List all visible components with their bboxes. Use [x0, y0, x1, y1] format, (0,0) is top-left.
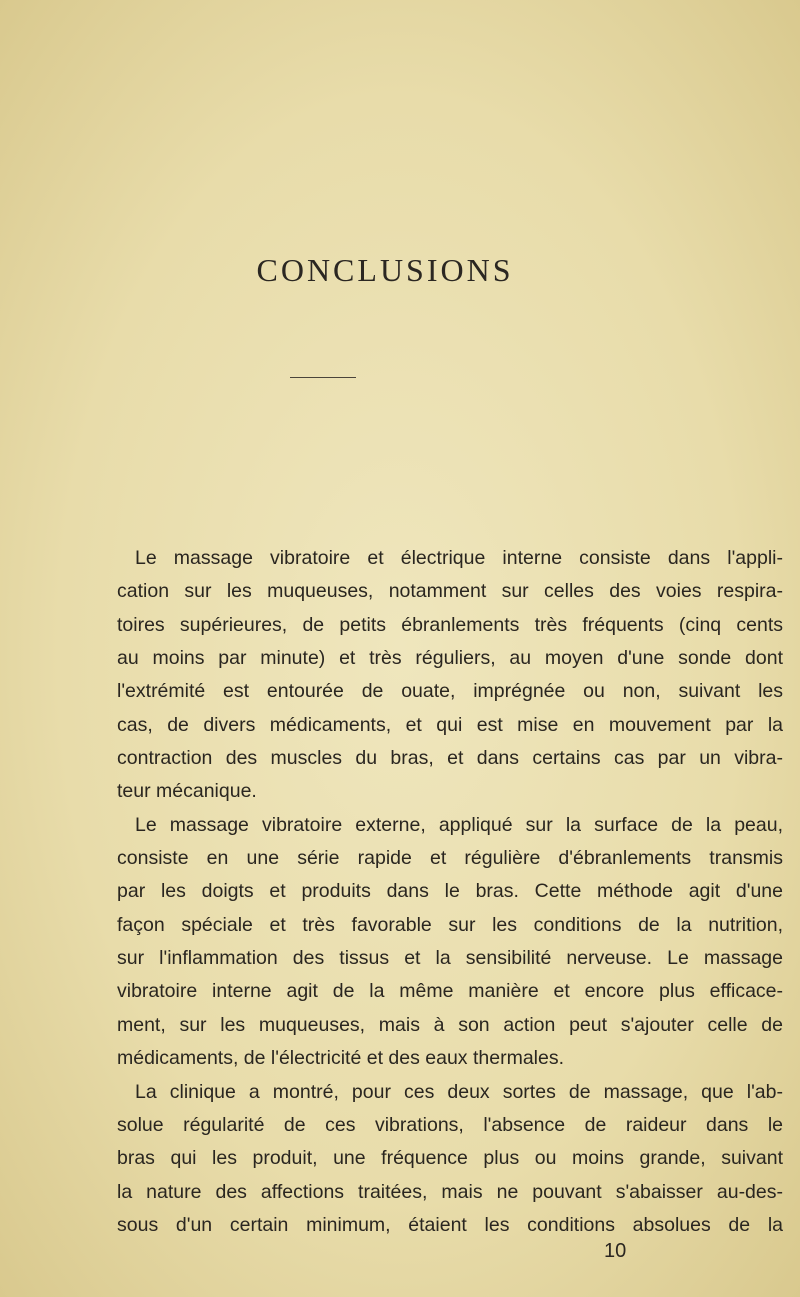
- text-line: sur l'inflammation des tissus et la sensibilité nerveuse. Le massage: [117, 947, 783, 970]
- text-line: bras qui les produit, une fréquence plus ou moins grande, suivant: [117, 1147, 783, 1170]
- text-line: l'extrémité est entourée de ouate, imprégnée ou non, suivant les: [117, 680, 783, 703]
- text-line: Le massage vibratoire et électrique interne consiste dans l'appli-: [135, 547, 783, 569]
- text-line: ment, sur les muqueuses, mais à son action peut s'ajouter celle de: [117, 1013, 783, 1036]
- text-line: la nature des affections traitées, mais ne pouvant s'abaisser au-des-: [117, 1180, 783, 1203]
- text-line: façon spéciale et très favorable sur les conditions de la nutrition,: [117, 913, 783, 936]
- text-line: Le massage vibratoire externe, appliqué sur la surface de la peau,: [135, 813, 783, 836]
- text-line: consiste en une série rapide et régulière d'ébranlements transmis: [117, 847, 783, 870]
- title-divider: [290, 377, 356, 378]
- page-number: 10: [604, 1240, 627, 1262]
- text-line: cation sur les muqueuses, notamment sur celles des voies respira-: [117, 580, 783, 603]
- text-line: toires supérieures, de petits ébranlements très fréquents (cinq cents: [117, 613, 783, 636]
- text-line: vibratoire interne agit de la même manière et encore plus efficace-: [117, 980, 783, 1003]
- text-line: médicaments, de l'électricité et des eaux thermales.: [117, 1047, 565, 1070]
- page-title: CONCLUSIONS: [256, 252, 514, 288]
- text-line: cas, de divers médicaments, et qui est mise en mouvement par la: [117, 713, 783, 736]
- text-line: solue régularité de ces vibrations, l'absence de raideur dans le: [117, 1113, 783, 1136]
- text-line: contraction des muscles du bras, et dans certains cas par un vibra-: [117, 747, 783, 770]
- text-line: sous d'un certain minimum, étaient les conditions absolues de la: [117, 1213, 783, 1236]
- body-text: [117, 542, 783, 1242]
- text-line: teur mécanique.: [117, 780, 257, 803]
- text-line: La clinique a montré, pour ces deux sortes de massage, que l'ab-: [135, 1080, 783, 1103]
- text-line: par les doigts et produits dans le bras. Cette méthode agit d'une: [117, 880, 783, 903]
- text-line: au moins par minute) et très réguliers, au moyen d'une sonde dont: [117, 647, 783, 670]
